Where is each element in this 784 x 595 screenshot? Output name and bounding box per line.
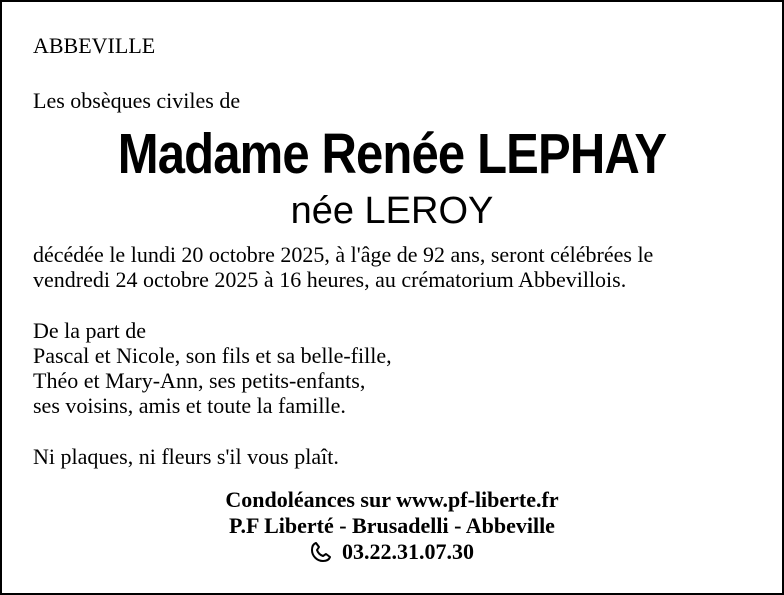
maiden-name: née LEROY: [290, 190, 494, 232]
flowers-wish: Ni plaques, ni fleurs s'il vous plaît.: [33, 444, 339, 469]
intro-text: Les obsèques civiles de: [33, 88, 241, 113]
funeral-home-name: P.F Liberté - Brusadelli - Abbeville: [229, 513, 555, 538]
family-line: ses voisins, amis et toute la famille.: [33, 393, 346, 418]
phone-number: 03.22.31.07.30: [342, 539, 474, 564]
family-list: [33, 318, 392, 418]
phone-row: [310, 539, 474, 565]
family-line: Pascal et Nicole, son fils et sa belle-fille,: [33, 343, 392, 368]
town-heading: ABBEVILLE: [33, 33, 156, 58]
ceremony-details: [33, 242, 757, 292]
family-line: Théo et Mary-Ann, ses petits-enfants,: [33, 368, 366, 393]
condolences-line: Condoléances sur www.pf-liberte.fr: [225, 487, 559, 512]
family-line: De la part de: [33, 318, 146, 343]
deceased-name: Madame Renée LEPHAY: [117, 122, 667, 186]
ceremony-details-line: vendredi 24 octobre 2025 à 16 heures, au crématorium Abbevillois.: [33, 267, 627, 292]
telephone-icon: [310, 541, 332, 563]
funeral-home-footer: [2, 487, 782, 569]
ceremony-details-line: décédée le lundi 20 octobre 2025, à l'âge de 92 ans, seront célébrées le: [33, 242, 654, 267]
